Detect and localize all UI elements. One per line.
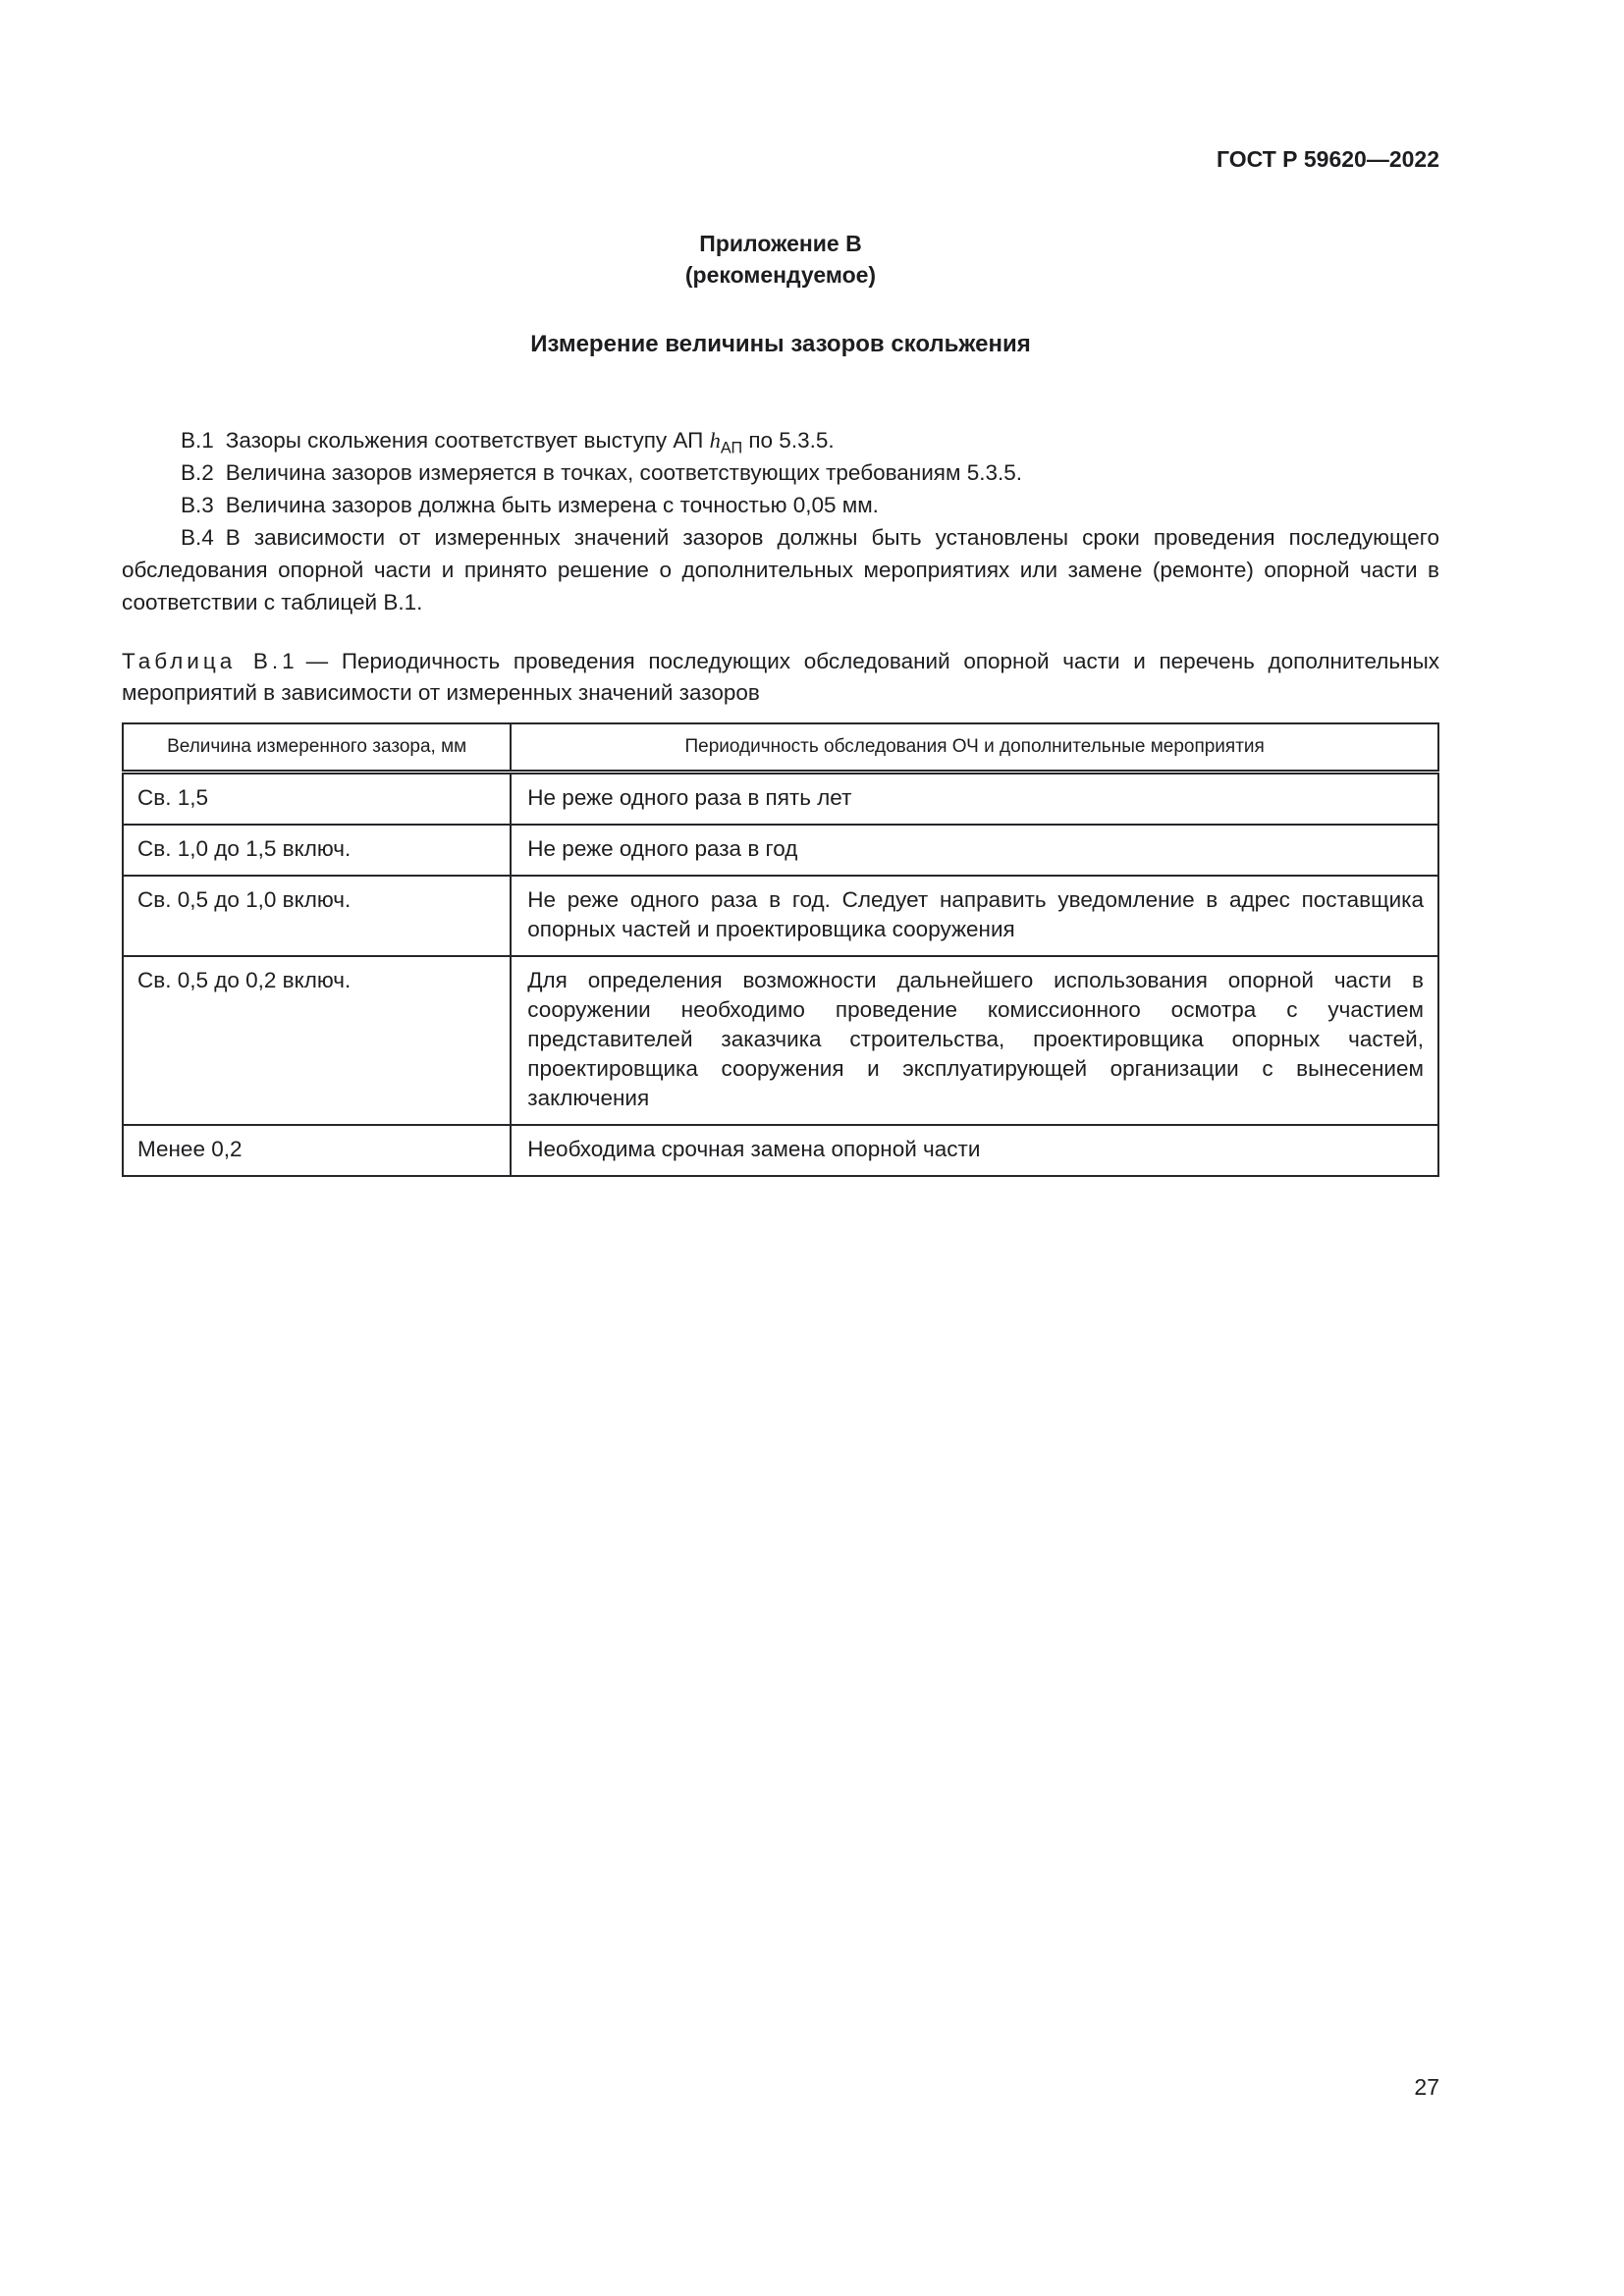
paragraph-b2 (122, 456, 1439, 489)
table-caption (122, 646, 1439, 709)
table-row (123, 1125, 1438, 1176)
appendix-title: Приложение В (699, 231, 862, 256)
clause-text: В зависимости от измеренных значений зазоров должны быть установлены сроки проведения последующего обследования опорной части и принято решение о дополнительных мероприятиях или замене (ремонте) опорной части в соответствии с таблицей В.1. (122, 525, 1439, 614)
clause-text: по 5.3.5. (742, 428, 835, 453)
math-subscript: АП (720, 439, 743, 457)
column-header-periodicity: Периодичность обследования ОЧ и дополнительные мероприятия (511, 723, 1438, 773)
page-number: 27 (1414, 2074, 1439, 2100)
column-header-gap: Величина измеренного зазора, мм (123, 723, 511, 773)
table-b1 (122, 722, 1439, 1177)
table-header-row (123, 723, 1438, 773)
action-cell: Необходима срочная замена опорной части (511, 1125, 1438, 1176)
body-text (122, 424, 1439, 618)
clause-label: В.1 (181, 428, 214, 453)
math-variable: h (709, 428, 721, 453)
section-heading: Измерение величины зазоров скольжения (530, 331, 1031, 357)
table-caption-label: Таблица В.1 (122, 649, 298, 673)
appendix-subtitle: (рекомендуемое) (684, 262, 877, 288)
gap-value-cell: Св. 1,0 до 1,5 включ. (123, 825, 511, 876)
action-cell: Не реже одного раза в год. Следует направить уведомление в адрес поставщика опорных частей и проектировщика сооружения (511, 876, 1438, 956)
paragraph-b3 (122, 489, 1439, 521)
gap-value-cell: Св. 0,5 до 0,2 включ. (123, 956, 511, 1125)
gap-value-cell: Менее 0,2 (123, 1125, 511, 1176)
clause-text: Величина зазоров измеряется в точках, соответствующих требованиям 5.3.5. (225, 460, 1023, 485)
paragraph-b4 (122, 521, 1439, 618)
table-row (123, 825, 1438, 876)
gap-value-cell: Св. 1,5 (123, 773, 511, 826)
gap-value-cell: Св. 0,5 до 1,0 включ. (123, 876, 511, 956)
action-cell: Не реже одного раза в пять лет (511, 773, 1438, 826)
table-row (123, 876, 1438, 956)
paragraph-b1 (122, 424, 1439, 456)
table-caption-text: — Периодичность проведения последующих обследований опорной части и перечень дополнительных мероприятий в зависимости от измеренных значений зазоров (122, 649, 1439, 705)
clause-label: В.2 (181, 460, 214, 485)
table-head (123, 723, 1438, 773)
table-body (123, 773, 1438, 1177)
table-row (123, 956, 1438, 1125)
action-cell: Не реже одного раза в год (511, 825, 1438, 876)
document-header (122, 145, 1439, 173)
clause-text: Величина зазоров должна быть измерена с точностью 0,05 мм. (225, 493, 879, 517)
page-content (122, 145, 1439, 1177)
clause-label: В.3 (181, 493, 214, 517)
table-row (123, 773, 1438, 826)
action-cell: Для определения возможности дальнейшего использования опорной части в сооружении необходимо проведение комиссионного осмотра с участием представителей заказчика строительства, проектировщика опорных частей, проектировщика сооружения и эксплуатирующей организации с вынесением заключения (511, 956, 1438, 1125)
standard-number: ГОСТ Р 59620—2022 (1217, 146, 1439, 172)
clause-label: В.4 (181, 525, 214, 550)
clause-text: Зазоры скольжения соответствует выступу АП (225, 428, 710, 453)
